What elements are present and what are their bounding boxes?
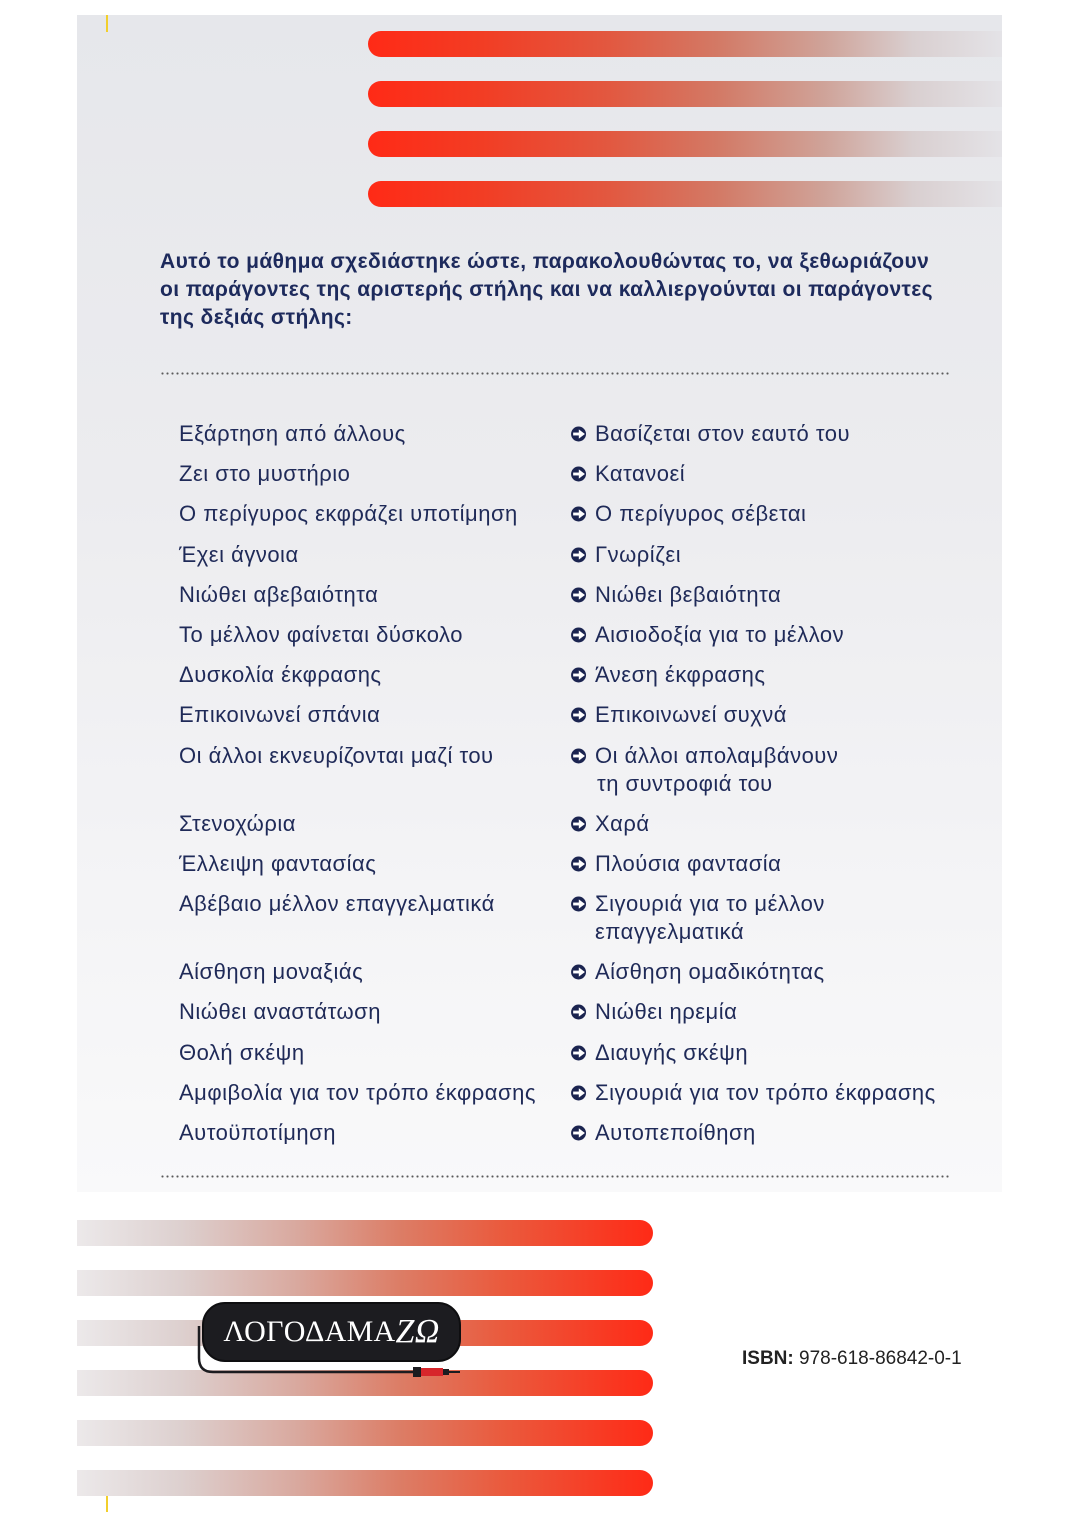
intro-line: οι παράγοντες της αριστερής στήλης και να καλλιεργούνται οι παράγοντες xyxy=(160,278,933,301)
positive-factor-line: Χαρά xyxy=(595,810,650,836)
factor-row xyxy=(179,810,999,838)
factor-row xyxy=(179,420,999,448)
positive-factor xyxy=(570,958,825,986)
decor-stripe xyxy=(77,1470,653,1496)
logo-plug-body xyxy=(421,1368,443,1376)
factor-row xyxy=(179,460,999,488)
crop-mark xyxy=(106,15,108,32)
intro-line: της δεξιάς στήλης: xyxy=(160,306,353,329)
dotted-divider xyxy=(160,372,950,375)
isbn-value: 978-618-86842-0-1 xyxy=(799,1348,962,1369)
decor-stripe xyxy=(77,1220,653,1246)
factor-row xyxy=(179,581,999,609)
arrow-bullet-icon xyxy=(570,1119,595,1147)
negative-factor: Αυτοϋποτίμηση xyxy=(179,1120,336,1145)
factor-row xyxy=(179,742,999,798)
dotted-divider xyxy=(160,1175,950,1178)
negative-factor: Θολή σκέψη xyxy=(179,1039,305,1065)
logo-plug-tip xyxy=(443,1369,449,1375)
arrow-bullet-icon xyxy=(570,420,595,448)
positive-factor xyxy=(570,581,781,609)
negative-factor: Έλλειψη φαντασίας xyxy=(179,850,377,876)
positive-factor xyxy=(570,661,765,689)
factor-row xyxy=(179,1119,999,1147)
arrow-bullet-icon xyxy=(570,661,595,689)
negative-factor: Ο περίγυρος εκφράζει υποτίμηση xyxy=(179,501,518,527)
top-stripes xyxy=(368,31,1002,231)
factor-row xyxy=(179,541,999,569)
intro-text xyxy=(160,248,933,332)
negative-factor: Αμφιβολία για τον τρόπο έκφρασης xyxy=(179,1079,536,1105)
arrow-bullet-icon xyxy=(570,998,595,1026)
negative-factor: Νιώθει αβεβαιότητα xyxy=(179,581,379,607)
negative-factor: Έχει άγνοια xyxy=(179,541,299,567)
factor-row xyxy=(179,500,999,528)
decor-stripe xyxy=(368,81,1002,107)
positive-factor-line: Βασίζεται στον εαυτό του xyxy=(595,421,851,446)
negative-factor: Οι άλλοι εκνευρίζονται μαζί του xyxy=(179,742,494,768)
positive-factor-line: επαγγελματικά xyxy=(595,919,745,945)
logo-plug-ring xyxy=(413,1367,421,1377)
positive-factor xyxy=(570,701,787,729)
positive-factor xyxy=(570,541,681,569)
negative-factor: Επικοινωνεί σπάνια xyxy=(179,702,381,728)
arrow-bullet-icon xyxy=(570,460,595,488)
positive-factor xyxy=(570,998,737,1026)
arrow-bullet-icon xyxy=(570,621,595,649)
arrow-bullet-icon xyxy=(570,541,595,569)
decor-stripe xyxy=(368,131,1002,157)
positive-factor-line: Αίσθηση ομαδικότητας xyxy=(595,959,825,985)
logo-text-main: ΛΟΓΟΔΑΜΑ xyxy=(223,1315,396,1348)
arrow-bullet-icon xyxy=(570,1039,595,1067)
arrow-bullet-icon xyxy=(570,742,595,770)
positive-factor-line: Επικοινωνεί συχνά xyxy=(595,702,787,728)
positive-factor xyxy=(570,810,650,838)
factor-row xyxy=(179,890,999,946)
factor-row xyxy=(179,661,999,689)
positive-factor xyxy=(570,500,806,528)
positive-factor xyxy=(570,742,838,798)
positive-factor-line: τη συντροφιά του xyxy=(597,770,773,796)
negative-factor: Νιώθει αναστάτωση xyxy=(179,999,381,1025)
arrow-bullet-icon xyxy=(570,1079,595,1107)
positive-factor xyxy=(570,1119,756,1147)
factor-row xyxy=(179,958,999,986)
positive-factor-line: Νιώθει βεβαιότητα xyxy=(595,581,782,607)
factor-row xyxy=(179,1079,999,1107)
intro-line: Αυτό το μάθημα σχεδιάστηκε ώστε, παρακολουθώντας το, να ξεθωριάζουν xyxy=(160,250,930,273)
decor-stripe xyxy=(77,1270,653,1296)
factor-row xyxy=(179,998,999,1026)
factors-list xyxy=(179,420,999,1159)
negative-factor: Στενοχώρια xyxy=(179,810,296,836)
arrow-bullet-icon xyxy=(570,500,595,528)
positive-factor-line: Σιγουριά για τον τρόπο έκφρασης xyxy=(595,1079,936,1105)
arrow-bullet-icon xyxy=(570,958,595,986)
positive-factor xyxy=(570,460,685,488)
positive-factor-line: Κατανοεί xyxy=(595,461,686,487)
positive-factor xyxy=(570,890,825,946)
positive-factor-line: Σιγουριά για το μέλλον xyxy=(595,891,825,917)
decor-stripe xyxy=(368,31,1002,57)
arrow-bullet-icon xyxy=(570,810,595,838)
negative-factor: Αβέβαιο μέλλον επαγγελματικά xyxy=(179,891,495,917)
factor-row xyxy=(179,701,999,729)
negative-factor: Αίσθηση μοναξιάς xyxy=(179,959,364,985)
positive-factor xyxy=(570,1039,748,1067)
positive-factor-line: Άνεση έκφρασης xyxy=(595,662,766,688)
isbn-label: ISBN: xyxy=(742,1348,794,1369)
positive-factor xyxy=(570,850,781,878)
positive-factor-line: Αισιοδοξία για το μέλλον xyxy=(595,621,845,647)
negative-factor: Εξάρτηση από άλλους xyxy=(179,421,406,446)
factor-row xyxy=(179,850,999,878)
negative-factor: Ζει στο μυστήριο xyxy=(179,461,351,487)
positive-factor xyxy=(570,420,850,448)
decor-stripe xyxy=(77,1420,653,1446)
negative-factor: Το μέλλον φαίνεται δύσκολο xyxy=(179,621,463,647)
isbn xyxy=(742,1347,962,1371)
negative-factor: Δυσκολία έκφρασης xyxy=(179,662,382,688)
positive-factor-line: Ο περίγυρος σέβεται xyxy=(595,501,807,527)
decor-stripe xyxy=(368,181,1002,207)
positive-factor-line: Διαυγής σκέψη xyxy=(595,1039,749,1065)
publisher-logo xyxy=(203,1303,460,1361)
positive-factor-line: Αυτοπεποίθηση xyxy=(595,1120,756,1145)
arrow-bullet-icon xyxy=(570,890,595,918)
positive-factor-line: Γνωρίζει xyxy=(595,541,682,567)
factor-row xyxy=(179,621,999,649)
positive-factor-line: Νιώθει ηρεμία xyxy=(595,999,738,1025)
factor-row xyxy=(179,1039,999,1067)
arrow-bullet-icon xyxy=(570,850,595,878)
positive-factor xyxy=(570,621,844,649)
logo-text-accent: ΖΩ xyxy=(395,1313,440,1350)
positive-factor-line: Οι άλλοι απολαμβάνουν xyxy=(595,742,839,768)
arrow-bullet-icon xyxy=(570,701,595,729)
arrow-bullet-icon xyxy=(570,581,595,609)
positive-factor-line: Πλούσια φαντασία xyxy=(595,850,782,876)
positive-factor xyxy=(570,1079,936,1107)
